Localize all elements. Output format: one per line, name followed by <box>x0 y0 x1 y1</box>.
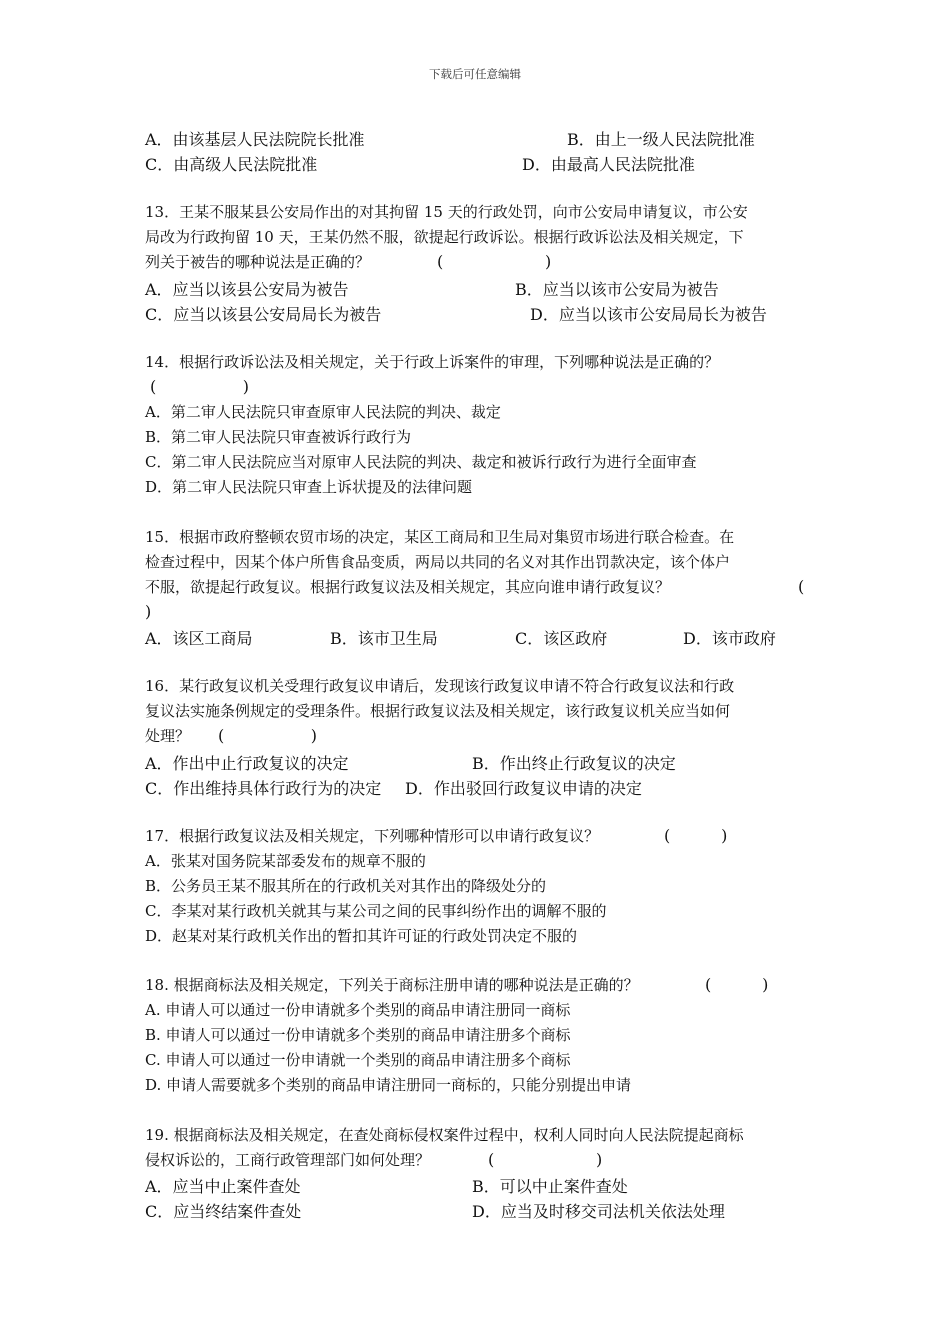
q13-option-c: C．应当以该县公安局局长为被告 <box>145 305 382 324</box>
q16-option-d: D．作出驳回行政复议申请的决定 <box>405 779 642 798</box>
q16-option-c: C．作出维持具体行政行为的决定 <box>145 779 382 798</box>
q14-option-d: D．第二审人民法院只审查上诉状提及的法律问题 <box>145 478 473 496</box>
q16-stem-line-2: 复议法实施条例规定的受理条件。根据行政复议法及相关规定，该行政复议机关应当如何 <box>145 702 731 720</box>
q13-stem-line-1: 13．王某不服某县公安局作出的对其拘留 15 天的行政处罚，向市公安局申请复议，市公安 <box>145 203 748 221</box>
q19-option-b: B．可以中止案件查处 <box>472 1177 628 1196</box>
q12-option-d: D．由最高人民法院批准 <box>522 155 695 174</box>
q12-option-b: B．由上一级人民法院批准 <box>567 130 755 149</box>
q15-paren-close: ) <box>145 602 152 621</box>
q17-option-c: C．李某对某行政机关就其与某公司之间的民事纠纷作出的调解不服的 <box>145 902 607 920</box>
q15-option-a: A．该区工商局 <box>145 629 253 648</box>
q19-option-a: A．应当中止案件查处 <box>145 1177 301 1196</box>
q14-option-c: C．第二审人民法院应当对原审人民法院的判决、裁定和被诉行政行为进行全面审查 <box>145 453 697 471</box>
q15-stem-line-2: 检查过程中，因某个体户所售食品变质，两局以共同的名义对其作出罚款决定，该个体户 <box>145 553 731 571</box>
q19-answer-blank: ( ) <box>488 1150 603 1169</box>
q12-option-c: C．由高级人民法院批准 <box>145 155 318 174</box>
q17-option-b: B．公务员王某不服其所在的行政机关对其作出的降级处分的 <box>145 877 547 895</box>
q18-option-d: D. 申请人需要就多个类别的商品申请注册同一商标的，只能分别提出申请 <box>145 1076 632 1094</box>
q18-answer-blank: ( ) <box>705 975 769 994</box>
q16-stem-line-3: 处理？ <box>145 727 191 745</box>
q12-option-a: A．由该基层人民法院院长批准 <box>145 130 365 149</box>
q16-stem-line-1: 16．某行政复议机关受理行政复议申请后，发现该行政复议申请不符合行政复议法和行政 <box>145 677 735 695</box>
q16-option-b: B．作出终止行政复议的决定 <box>472 754 676 773</box>
q19-option-c: C．应当终结案件查处 <box>145 1202 302 1221</box>
q13-option-a: A．应当以该县公安局为被告 <box>145 280 349 299</box>
q16-option-a: A．作出中止行政复议的决定 <box>145 754 349 773</box>
q14-option-a: A．第二审人民法院只审查原审人民法院的判决、裁定 <box>145 403 501 421</box>
q18-option-a: A. 申请人可以通过一份申请就多个类别的商品申请注册同一商标 <box>145 1001 571 1019</box>
q13-stem-line-2: 局改为行政拘留 10 天，王某仍然不服，欲提起行政诉讼。根据行政诉讼法及相关规定，下 <box>145 228 744 246</box>
q13-answer-blank: ( ) <box>437 252 552 271</box>
q15-paren-open: ( <box>798 577 805 596</box>
q17-stem-line-1: 17．根据行政复议法及相关规定，下列哪种情形可以申请行政复议？ <box>145 827 600 845</box>
q16-answer-blank: ( ) <box>218 726 317 745</box>
q14-stem-line-1: 14．根据行政诉讼法及相关规定，关于行政上诉案件的审理，下列哪种说法是正确的？ <box>145 353 720 371</box>
q19-stem-line-2: 侵权诉讼的，工商行政管理部门如何处理？ <box>145 1151 431 1169</box>
q15-stem-line-3: 不服，欲提起行政复议。根据行政复议法及相关规定，其应向谁申请行政复议？ <box>145 578 671 596</box>
q17-answer-blank: ( ) <box>664 826 728 845</box>
q17-option-d: D．赵某对某行政机关作出的暂扣其许可证的行政处罚决定不服的 <box>145 927 578 945</box>
q17-option-a: A．张某对国务院某部委发布的规章不服的 <box>145 852 426 870</box>
q18-option-b: B. 申请人可以通过一份申请就多个类别的商品申请注册多个商标 <box>145 1026 571 1044</box>
q19-stem-line-1: 19. 根据商标法及相关规定，在查处商标侵权案件过程中，权利人同时向人民法院提起商标 <box>145 1126 744 1144</box>
q15-option-c: C．该区政府 <box>515 629 608 648</box>
q13-option-d: D．应当以该市公安局局长为被告 <box>530 305 767 324</box>
q18-stem-line-1: 18. 根据商标法及相关规定，下列关于商标注册申请的哪种说法是正确的？ <box>145 976 639 994</box>
q15-option-b: B．该市卫生局 <box>330 629 438 648</box>
q18-option-c: C. 申请人可以通过一份申请就一个类别的商品申请注册多个商标 <box>145 1051 571 1069</box>
q13-stem-line-3: 列关于被告的哪种说法是正确的？ <box>145 253 371 271</box>
q14-option-b: B．第二审人民法院只审查被诉行政行为 <box>145 428 412 446</box>
q14-answer-blank: ( ) <box>150 377 249 396</box>
page-header: 下载后可任意编辑 <box>429 67 521 81</box>
q15-option-d: D．该市政府 <box>683 629 776 648</box>
q15-stem-line-1: 15．根据市政府整顿农贸市场的决定，某区工商局和卫生局对集贸市场进行联合检查。在 <box>145 528 735 546</box>
q19-option-d: D．应当及时移交司法机关依法处理 <box>472 1202 725 1221</box>
q13-option-b: B．应当以该市公安局为被告 <box>515 280 719 299</box>
